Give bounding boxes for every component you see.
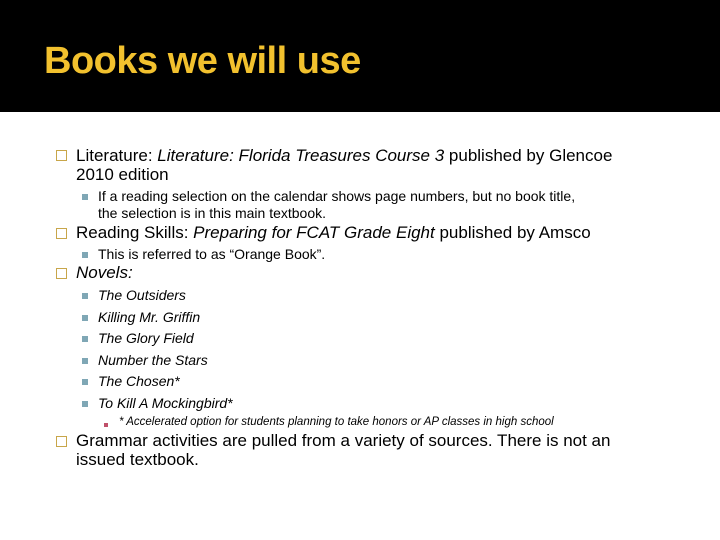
slide-title: Books we will use bbox=[44, 40, 361, 82]
bullet-icon bbox=[82, 336, 88, 342]
bullet-icon bbox=[82, 293, 88, 299]
novels-heading: Novels: bbox=[76, 263, 133, 282]
novel-item: The Glory Field bbox=[98, 330, 194, 346]
literature-item: Literature: Literature: Florida Treasures Course 3 published by Glencoe bbox=[76, 146, 613, 165]
grammar-item-line2: issued textbook. bbox=[76, 450, 199, 469]
bullet-icon bbox=[82, 401, 88, 407]
bullet-icon bbox=[82, 315, 88, 321]
bullet-icon bbox=[56, 268, 67, 279]
bullet-icon bbox=[104, 423, 108, 427]
novel-item: The Outsiders bbox=[98, 287, 186, 303]
novel-item: To Kill A Mockingbird* bbox=[98, 395, 233, 411]
reading-skills-note: This is referred to as “Orange Book”. bbox=[98, 246, 326, 262]
bullet-icon bbox=[82, 358, 88, 364]
bullet-icon bbox=[56, 228, 67, 239]
bullet-icon bbox=[56, 150, 67, 161]
literature-item-line2: 2010 edition bbox=[76, 165, 169, 184]
accelerated-note: * Accelerated option for students planning to take honors or AP classes in high school bbox=[119, 416, 554, 428]
reading-skills-item: Reading Skills: Preparing for FCAT Grade Eight published by Amsco bbox=[76, 223, 591, 242]
bullet-icon bbox=[82, 194, 88, 200]
novel-item: Number the Stars bbox=[98, 352, 208, 368]
novel-item: The Chosen* bbox=[98, 373, 180, 389]
grammar-item: Grammar activities are pulled from a variety of sources. There is not an bbox=[76, 431, 611, 450]
literature-note: If a reading selection on the calendar shows page numbers, but no book title, bbox=[98, 188, 576, 204]
bullet-icon bbox=[82, 252, 88, 258]
bullet-icon bbox=[82, 379, 88, 385]
novel-item: Killing Mr. Griffin bbox=[98, 309, 201, 325]
literature-note-line2: the selection is in this main textbook. bbox=[98, 205, 327, 221]
bullet-icon bbox=[56, 436, 67, 447]
